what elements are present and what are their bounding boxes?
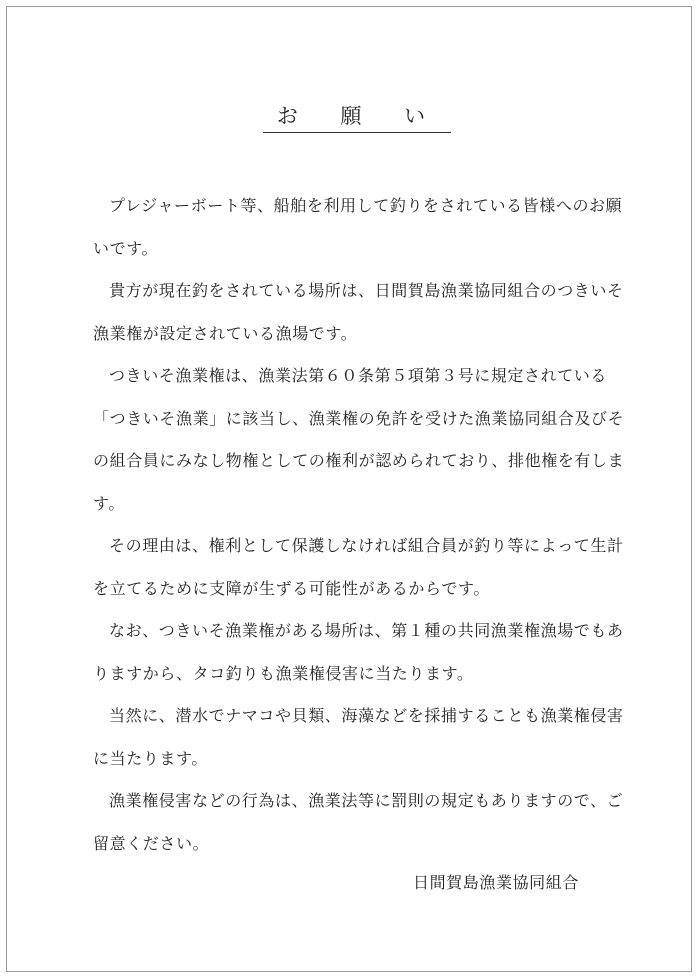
document-page <box>6 6 692 972</box>
paragraph-5: なお、つきいそ漁業権がある場所は、第１種の共同漁業権漁場でもありますから、タコ釣りも漁業権侵害に当たります。 <box>93 621 624 683</box>
signature: 日間賀島漁業協同組合 <box>412 873 579 892</box>
document-title-container <box>7 102 700 133</box>
document-body <box>93 185 633 865</box>
paragraph-7: 漁業権侵害などの行為は、漁業法等に罰則の規定もありますので、ご留意ください。 <box>93 791 624 853</box>
paragraph-4: その理由は、権利として保護しなければ組合員が釣り等によって生計を立てるために支障が生ずる可能性があるからです。 <box>93 536 624 598</box>
paragraph-3: つきいそ漁業権は、漁業法第６０条第５項第３号に規定されている「つきいそ漁業」に該当し、漁業権の免許を受けた漁業協同組合及びその組合員にみなし物権としての権利が認められており、排他権を有します。 <box>93 366 625 513</box>
paragraph-1: プレジャーボート等、船舶を利用して釣りをされている皆様へのお願いです。 <box>93 196 623 258</box>
document-title: お 願 い <box>263 102 451 133</box>
paragraph-2: 貴方が現在釣をされている場所は、日間賀島漁業協同組合のつきいそ漁業権が設定されている漁場です。 <box>93 281 624 343</box>
paragraph-6: 当然に、潜水でナマコや貝類、海藻などを採捕することも漁業権侵害に当たります。 <box>93 706 624 768</box>
